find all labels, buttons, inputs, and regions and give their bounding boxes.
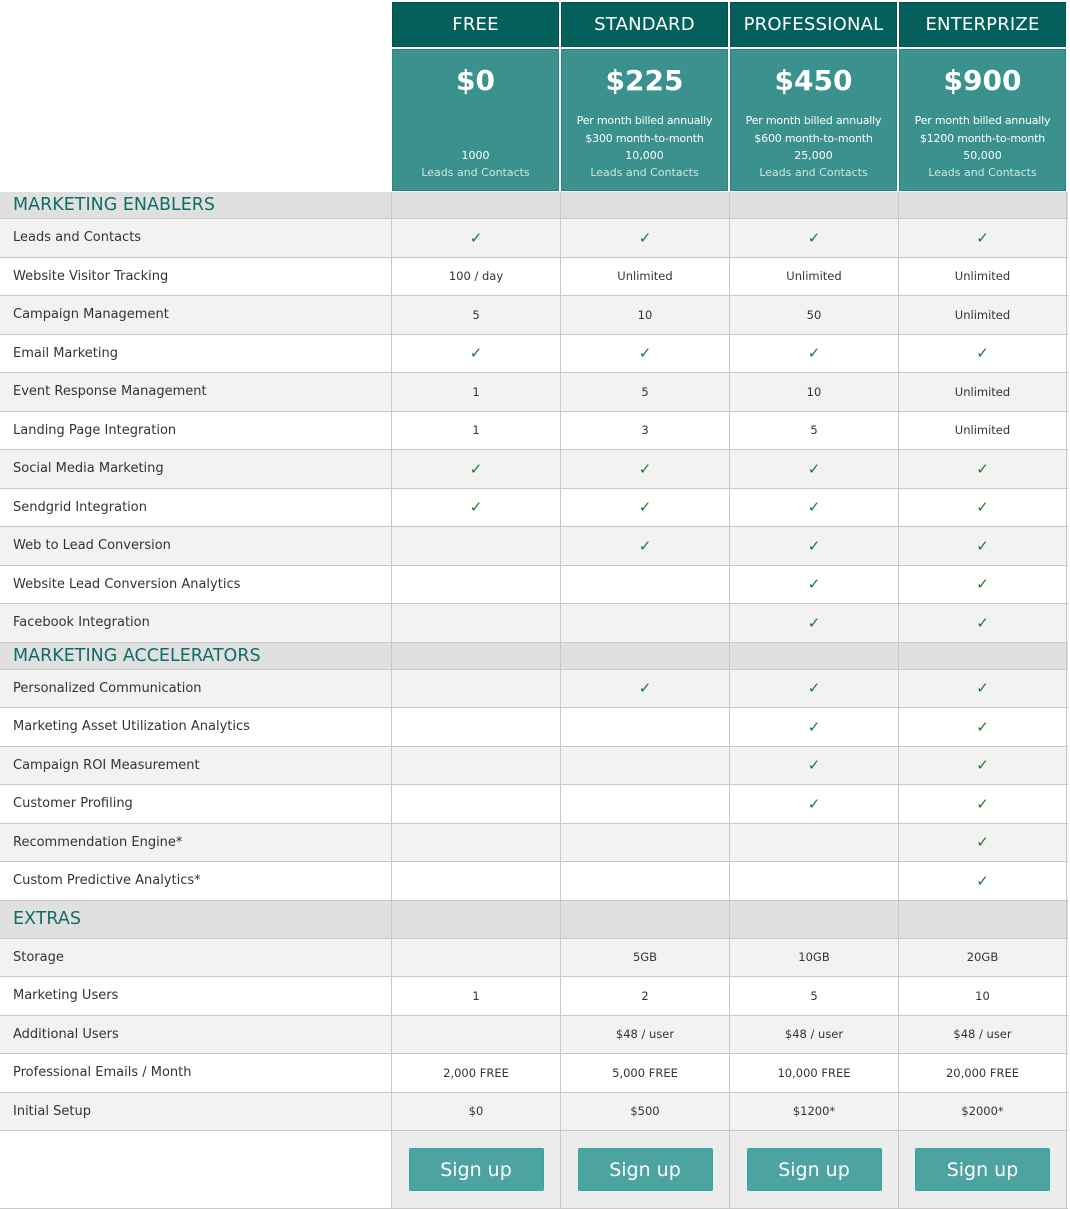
plan-billing — [900, 112, 1065, 147]
section-spacer — [730, 643, 899, 669]
feature-value-standard — [561, 862, 730, 900]
feature-value-enterprize — [899, 489, 1067, 527]
feature-value-professional: 5 — [730, 412, 899, 450]
section-spacer — [561, 643, 730, 669]
feature-value-free — [392, 566, 561, 604]
section-title: MARKETING ENABLERS — [0, 192, 392, 218]
section-spacer — [730, 901, 899, 938]
feature-value-standard — [561, 708, 730, 746]
leads-label: Leads and Contacts — [590, 166, 699, 179]
check-icon: ✓ — [807, 613, 821, 632]
section-spacer — [899, 192, 1067, 218]
feature-value-enterprize — [899, 527, 1067, 565]
feature-label: Event Response Management — [0, 373, 392, 411]
feature-value-professional: 10GB — [730, 939, 899, 977]
feature-value-enterprize — [899, 604, 1067, 642]
signup-button-enterprize[interactable]: Sign up — [915, 1148, 1050, 1191]
signup-row — [0, 1131, 1068, 1209]
feature-value-professional: Unlimited — [730, 258, 899, 296]
feature-label: Campaign ROI Measurement — [0, 747, 392, 785]
feature-value-professional: 5 — [730, 977, 899, 1015]
feature-value-standard — [561, 219, 730, 257]
leads-count: 50,000 — [963, 149, 1002, 162]
feature-value-enterprize: Unlimited — [899, 373, 1067, 411]
feature-value-free — [392, 939, 561, 977]
check-icon: ✓ — [976, 679, 989, 698]
feature-row-website-lead-conversion-analytics — [0, 566, 1068, 605]
billing-monthly: $600 month-to-month — [754, 131, 873, 145]
section-spacer — [561, 192, 730, 218]
feature-row-customer-profiling — [0, 785, 1068, 824]
feature-value-enterprize: 10 — [899, 977, 1067, 1015]
check-icon: ✓ — [976, 575, 989, 594]
feature-value-standard: 10 — [561, 296, 730, 334]
signup-button-free[interactable]: Sign up — [409, 1148, 544, 1191]
feature-value-free — [392, 335, 561, 373]
feature-value-enterprize — [899, 747, 1067, 785]
feature-value-standard — [561, 824, 730, 862]
section-spacer — [899, 643, 1067, 669]
feature-value-standard — [561, 566, 730, 604]
section-spacer — [561, 901, 730, 938]
section-title: EXTRAS — [0, 901, 392, 938]
feature-value-enterprize: Unlimited — [899, 412, 1067, 450]
check-icon: ✓ — [976, 613, 989, 632]
feature-row-landing-page-integration — [0, 412, 1068, 451]
feature-row-additional-users — [0, 1016, 1068, 1055]
feature-row-event-response-management — [0, 373, 1068, 412]
check-icon: ✓ — [807, 794, 821, 813]
feature-value-standard: Unlimited — [561, 258, 730, 296]
check-icon: ✓ — [976, 459, 989, 478]
section-title: MARKETING ACCELERATORS — [0, 643, 392, 669]
feature-value-professional — [730, 527, 899, 565]
feature-value-standard: $48 / user — [561, 1016, 730, 1054]
feature-value-standard — [561, 450, 730, 488]
check-icon: ✓ — [976, 228, 989, 247]
feature-row-web-to-lead-conversion — [0, 527, 1068, 566]
feature-label: Marketing Asset Utilization Analytics — [0, 708, 392, 746]
plan-details — [730, 49, 897, 191]
feature-value-free — [392, 747, 561, 785]
plan-enterprize — [899, 2, 1066, 191]
check-icon: ✓ — [976, 756, 989, 775]
check-icon: ✓ — [469, 498, 483, 517]
feature-row-recommendation-engine — [0, 824, 1068, 863]
feature-label: Website Lead Conversion Analytics — [0, 566, 392, 604]
feature-value-free: $0 — [392, 1093, 561, 1131]
feature-label: Sendgrid Integration — [0, 489, 392, 527]
section-spacer — [392, 901, 561, 938]
feature-label: Leads and Contacts — [0, 219, 392, 257]
feature-value-free — [392, 219, 561, 257]
feature-row-campaign-roi-measurement — [0, 747, 1068, 786]
check-icon: ✓ — [807, 498, 821, 517]
feature-row-email-marketing — [0, 335, 1068, 374]
check-icon: ✓ — [638, 536, 652, 555]
feature-label: Landing Page Integration — [0, 412, 392, 450]
feature-value-enterprize — [899, 862, 1067, 900]
feature-value-free: 5 — [392, 296, 561, 334]
feature-label: Campaign Management — [0, 296, 392, 334]
signup-cell — [392, 1131, 561, 1208]
feature-value-professional — [730, 747, 899, 785]
feature-value-enterprize: Unlimited — [899, 296, 1067, 334]
feature-value-standard — [561, 670, 730, 708]
feature-value-professional — [730, 335, 899, 373]
feature-label: Facebook Integration — [0, 604, 392, 642]
feature-value-enterprize — [899, 708, 1067, 746]
feature-value-free — [392, 785, 561, 823]
section-spacer — [392, 643, 561, 669]
feature-label: Website Visitor Tracking — [0, 258, 392, 296]
check-icon: ✓ — [976, 344, 989, 363]
feature-value-free — [392, 489, 561, 527]
plan-billing — [731, 112, 896, 147]
feature-label: Storage — [0, 939, 392, 977]
plan-price: $450 — [774, 64, 853, 97]
feature-value-standard — [561, 335, 730, 373]
check-icon: ✓ — [807, 679, 821, 698]
leads-label: Leads and Contacts — [421, 166, 530, 179]
feature-label: Custom Predictive Analytics* — [0, 862, 392, 900]
check-icon: ✓ — [807, 344, 821, 363]
feature-value-professional — [730, 566, 899, 604]
feature-value-enterprize — [899, 219, 1067, 257]
feature-label: Personalized Communication — [0, 670, 392, 708]
feature-value-professional — [730, 708, 899, 746]
plan-name: STANDARD — [561, 2, 728, 47]
section-header-marketing-enablers — [0, 192, 1068, 219]
feature-row-marketing-users — [0, 977, 1068, 1016]
feature-row-personalized-communication — [0, 670, 1068, 709]
feature-value-standard — [561, 527, 730, 565]
feature-value-free: 1 — [392, 373, 561, 411]
feature-value-free — [392, 527, 561, 565]
feature-value-enterprize — [899, 450, 1067, 488]
feature-row-website-visitor-tracking — [0, 258, 1068, 297]
feature-value-free — [392, 862, 561, 900]
check-icon: ✓ — [469, 344, 483, 363]
feature-label: Professional Emails / Month — [0, 1054, 392, 1092]
section-header-extras — [0, 901, 1068, 939]
feature-value-enterprize: 20,000 FREE — [899, 1054, 1067, 1092]
feature-label: Recommendation Engine* — [0, 824, 392, 862]
signup-cell — [730, 1131, 899, 1208]
check-icon: ✓ — [976, 536, 989, 555]
signup-button-standard[interactable]: Sign up — [578, 1148, 713, 1191]
feature-value-free — [392, 604, 561, 642]
feature-row-professional-emails-month — [0, 1054, 1068, 1093]
check-icon: ✓ — [976, 717, 989, 736]
check-icon: ✓ — [976, 498, 989, 517]
feature-value-professional — [730, 824, 899, 862]
feature-label: Social Media Marketing — [0, 450, 392, 488]
feature-value-enterprize — [899, 566, 1067, 604]
check-icon: ✓ — [807, 575, 821, 594]
section-spacer — [730, 192, 899, 218]
feature-value-free — [392, 450, 561, 488]
feature-value-professional — [730, 219, 899, 257]
plan-details — [392, 49, 559, 191]
feature-value-standard — [561, 489, 730, 527]
feature-value-professional — [730, 785, 899, 823]
feature-value-standard: 3 — [561, 412, 730, 450]
plan-leads — [562, 147, 727, 181]
plan-standard — [561, 2, 728, 191]
feature-value-professional: 50 — [730, 296, 899, 334]
feature-value-standard: 5GB — [561, 939, 730, 977]
feature-row-marketing-asset-utilization-analytics — [0, 708, 1068, 747]
leads-label: Leads and Contacts — [928, 166, 1037, 179]
leads-label: Leads and Contacts — [759, 166, 868, 179]
feature-label: Additional Users — [0, 1016, 392, 1054]
plan-name: ENTERPRIZE — [899, 2, 1066, 47]
check-icon: ✓ — [807, 536, 821, 555]
billing-monthly: $300 month-to-month — [585, 131, 704, 145]
feature-label: Initial Setup — [0, 1093, 392, 1131]
feature-value-free: 1 — [392, 412, 561, 450]
feature-value-professional — [730, 489, 899, 527]
feature-value-enterprize — [899, 785, 1067, 823]
feature-value-standard: 2 — [561, 977, 730, 1015]
plan-name: FREE — [392, 2, 559, 47]
plan-name: PROFESSIONAL — [730, 2, 897, 47]
plan-details — [899, 49, 1066, 191]
check-icon: ✓ — [638, 344, 652, 363]
plan-price: $900 — [943, 64, 1022, 97]
check-icon: ✓ — [976, 794, 989, 813]
leads-count: 25,000 — [794, 149, 833, 162]
feature-value-standard — [561, 747, 730, 785]
feature-row-initial-setup — [0, 1093, 1068, 1132]
section-header-marketing-accelerators — [0, 643, 1068, 670]
billing-monthly: $1200 month-to-month — [919, 131, 1046, 145]
feature-row-custom-predictive-analytics — [0, 862, 1068, 901]
plan-price: $0 — [456, 64, 495, 97]
check-icon: ✓ — [807, 756, 821, 775]
check-icon: ✓ — [469, 459, 483, 478]
feature-value-free: 1 — [392, 977, 561, 1015]
feature-row-facebook-integration — [0, 604, 1068, 643]
check-icon: ✓ — [638, 228, 652, 247]
check-icon: ✓ — [807, 228, 821, 247]
plan-professional — [730, 2, 897, 191]
plans-header — [0, 0, 1070, 192]
feature-value-enterprize: $2000* — [899, 1093, 1067, 1131]
feature-value-enterprize: 20GB — [899, 939, 1067, 977]
plan-price: $225 — [605, 64, 684, 97]
plan-free — [392, 2, 559, 191]
feature-row-campaign-management — [0, 296, 1068, 335]
feature-value-standard: 5 — [561, 373, 730, 411]
signup-button-professional[interactable]: Sign up — [747, 1148, 882, 1191]
feature-value-professional — [730, 862, 899, 900]
feature-value-free — [392, 1016, 561, 1054]
billing-annual: Per month billed annually — [745, 114, 882, 127]
leads-count: 10,000 — [625, 149, 664, 162]
feature-label: Marketing Users — [0, 977, 392, 1015]
check-icon: ✓ — [638, 679, 652, 698]
check-icon: ✓ — [638, 498, 652, 517]
feature-value-standard — [561, 785, 730, 823]
check-icon: ✓ — [807, 717, 821, 736]
check-icon: ✓ — [976, 833, 989, 852]
feature-value-free — [392, 708, 561, 746]
feature-value-enterprize: Unlimited — [899, 258, 1067, 296]
feature-value-standard: 5,000 FREE — [561, 1054, 730, 1092]
feature-row-storage — [0, 939, 1068, 978]
feature-value-standard — [561, 604, 730, 642]
feature-label: Web to Lead Conversion — [0, 527, 392, 565]
leads-count: 1000 — [461, 149, 490, 162]
check-icon: ✓ — [638, 459, 652, 478]
feature-value-free — [392, 670, 561, 708]
billing-annual: Per month billed annually — [576, 114, 713, 127]
feature-value-professional: 10,000 FREE — [730, 1054, 899, 1092]
feature-label: Email Marketing — [0, 335, 392, 373]
feature-value-professional: $48 / user — [730, 1016, 899, 1054]
check-icon: ✓ — [807, 459, 821, 478]
check-icon: ✓ — [976, 871, 989, 890]
section-spacer — [899, 901, 1067, 938]
feature-value-professional — [730, 604, 899, 642]
feature-label: Customer Profiling — [0, 785, 392, 823]
feature-value-enterprize — [899, 335, 1067, 373]
plan-leads — [393, 147, 558, 181]
feature-comparison-table — [0, 192, 1070, 1209]
feature-value-free: 100 / day — [392, 258, 561, 296]
signup-cell — [899, 1131, 1067, 1208]
feature-value-standard: $500 — [561, 1093, 730, 1131]
feature-row-leads-and-contacts — [0, 219, 1068, 258]
feature-value-enterprize — [899, 670, 1067, 708]
plan-leads — [900, 147, 1065, 181]
feature-value-enterprize: $48 / user — [899, 1016, 1067, 1054]
billing-annual: Per month billed annually — [914, 114, 1051, 127]
feature-value-professional — [730, 450, 899, 488]
plan-billing — [562, 112, 727, 147]
feature-value-professional: $1200* — [730, 1093, 899, 1131]
feature-value-free: 2,000 FREE — [392, 1054, 561, 1092]
section-spacer — [392, 192, 561, 218]
feature-row-sendgrid-integration — [0, 489, 1068, 528]
feature-value-enterprize — [899, 824, 1067, 862]
feature-value-free — [392, 824, 561, 862]
plan-leads — [731, 147, 896, 181]
check-icon: ✓ — [469, 228, 483, 247]
signup-cell — [561, 1131, 730, 1208]
footer-spacer — [0, 1131, 392, 1208]
feature-row-social-media-marketing — [0, 450, 1068, 489]
feature-value-professional: 10 — [730, 373, 899, 411]
feature-value-professional — [730, 670, 899, 708]
plan-details — [561, 49, 728, 191]
